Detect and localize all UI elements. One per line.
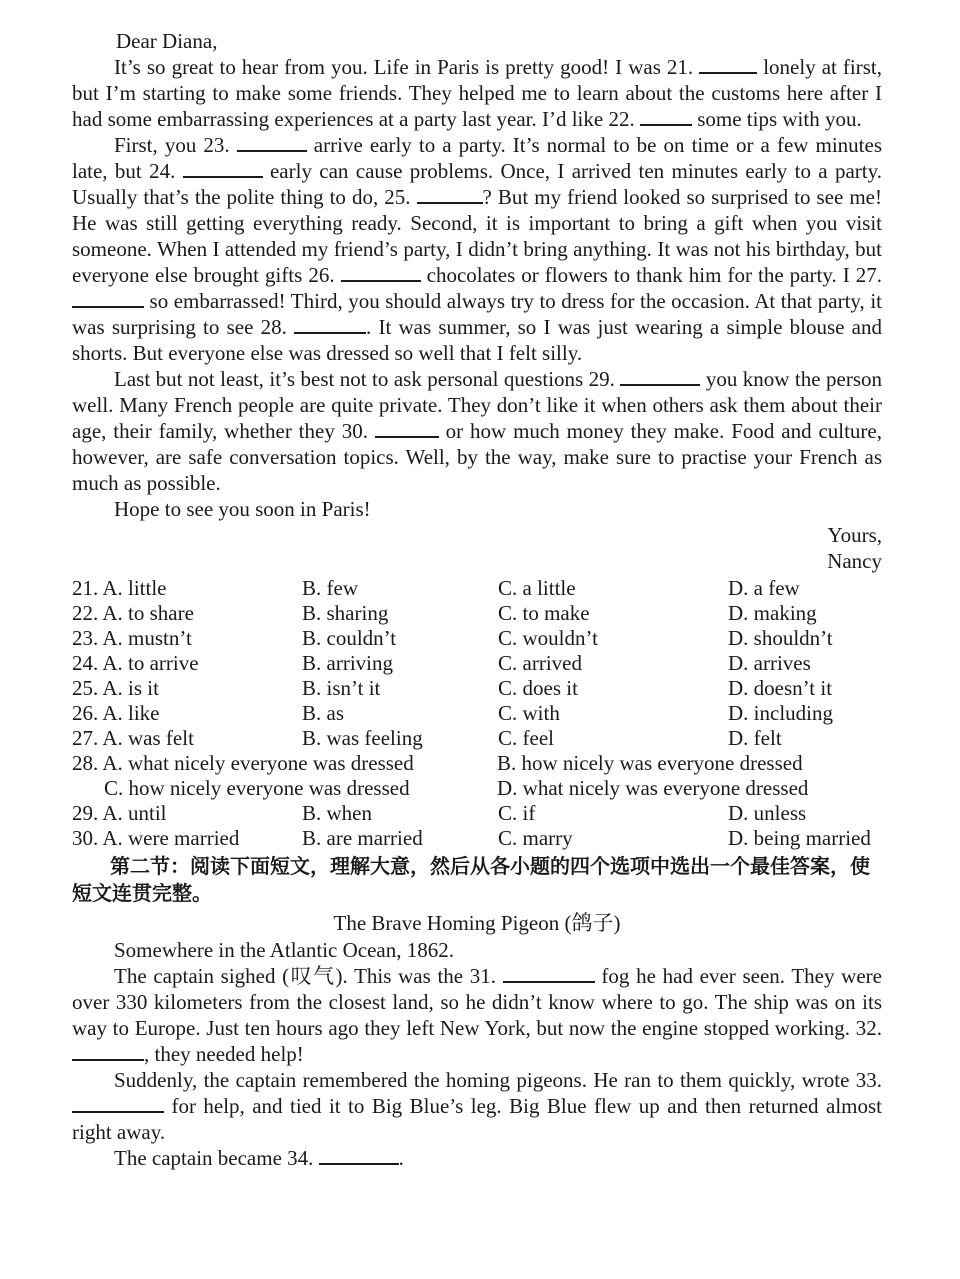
question-row: 23. A. mustn’t B. couldn’t C. wouldn’t D. shouldn’t xyxy=(72,626,833,650)
question-row: 27. A. was felt B. was feeling C. feel D. felt xyxy=(72,726,782,750)
blank-32 xyxy=(72,1041,144,1061)
story-paragraph-3: Suddenly, the captain remembered the homing pigeons. He ran to them quickly, wrote 33. for help, and tied it to Big Blue’s leg. Big Blue flew up and then returned almost right away. xyxy=(72,1068,882,1144)
blank-34 xyxy=(319,1145,399,1165)
question-row: 24. A. to arrive B. arriving C. arrived D. arrives xyxy=(72,651,811,675)
blank-27 xyxy=(72,288,144,308)
blank-29 xyxy=(620,366,700,386)
blank-31 xyxy=(503,963,595,983)
question-row: 21. A. little B. few C. a little D. a few xyxy=(72,576,800,600)
story-paragraph-2: The captain sighed (叹气). This was the 31. fog he had ever seen. They were over 330 kilometers from the closest land, so he didn’t know where to go. The ship was on its way to Europe. Just ten hours ago they left New York, but now the engine stopped working. 32. , they needed help! xyxy=(72,964,882,1066)
blank-28 xyxy=(294,314,366,334)
question-row-28-ab: 28. A. what nicely everyone was dressed B. how nicely was everyone dressed xyxy=(72,751,803,775)
question-options-21-30 xyxy=(72,576,882,851)
blank-22 xyxy=(640,106,692,126)
letter-paragraph-4: Hope to see you soon in Paris! xyxy=(114,497,371,521)
letter-signature: Nancy xyxy=(827,549,882,573)
blank-33 xyxy=(72,1093,164,1113)
blank-26 xyxy=(341,262,421,282)
question-row: 25. A. is it B. isn’t it C. does it D. doesn’t it xyxy=(72,676,833,700)
section-2-heading: 第二节：阅读下面短文，理解大意，然后从各小题的四个选项中选出一个最佳答案，使短文连贯完整。 xyxy=(72,854,870,905)
letter-paragraph-2: First, you 23. arrive early to a party. It’s normal to be on time or a few minutes late, but 24. early can cause problems. Once, I arrived ten minutes early to a party. Usually that’s the polite thing to do, 25. ? But my friend looked so surprised to see me! He was still getting everything ready. Second, it is important to bring a gift when you visit someone. When I attended my friend’s party, I didn’t bring anything. It was not his birthday, but everyone else brought gifts 26. chocolates or flowers to thank him for the party. I 27. so embarrassed! Third, you should always try to dress for the occasion. At that party, it was surprising to see 28. . It was summer, so I was just wearing a simple blouse and shorts. But everyone else was dressed so well that I felt silly. xyxy=(72,133,882,365)
letter-closing: Yours, xyxy=(827,523,882,547)
blank-24 xyxy=(183,158,263,178)
story-paragraph-4: The captain became 34. . xyxy=(114,1146,404,1170)
question-row: 26. A. like B. as C. with D. including xyxy=(72,701,833,725)
letter-paragraph-1: It’s so great to hear from you. Life in Paris is pretty good! I was 21. lonely at first, but I’m starting to make some friends. They helped me to learn about the customs here after I had some embarrassing experiences at a party last year. I’d like 22. some tips with you. xyxy=(72,55,882,131)
blank-23 xyxy=(237,132,307,152)
blank-25 xyxy=(417,184,483,204)
letter-salutation: Dear Diana, xyxy=(116,29,218,53)
question-row: 22. A. to share B. sharing C. to make D. making xyxy=(72,601,817,625)
question-row: 30. A. were married B. are married C. marry D. being married xyxy=(72,826,871,850)
story-title: The Brave Homing Pigeon (鸽子) xyxy=(333,911,621,935)
letter-paragraph-3: Last but not least, it’s best not to ask personal questions 29. you know the person well. Many French people are quite private. They don’t like it when others ask them about their age, their family, whether they 30. or how much money they make. Food and culture, however, are safe conversation topics. Well, by the way, make sure to practise your French as much as possible. xyxy=(72,367,882,495)
blank-30 xyxy=(375,418,439,438)
blank-21 xyxy=(699,54,757,74)
question-row-28-cd: C. how nicely everyone was dressed D. what nicely was everyone dressed xyxy=(104,776,809,800)
question-row: 29. A. until B. when C. if D. unless xyxy=(72,801,807,825)
story-paragraph-1: Somewhere in the Atlantic Ocean, 1862. xyxy=(114,938,454,962)
